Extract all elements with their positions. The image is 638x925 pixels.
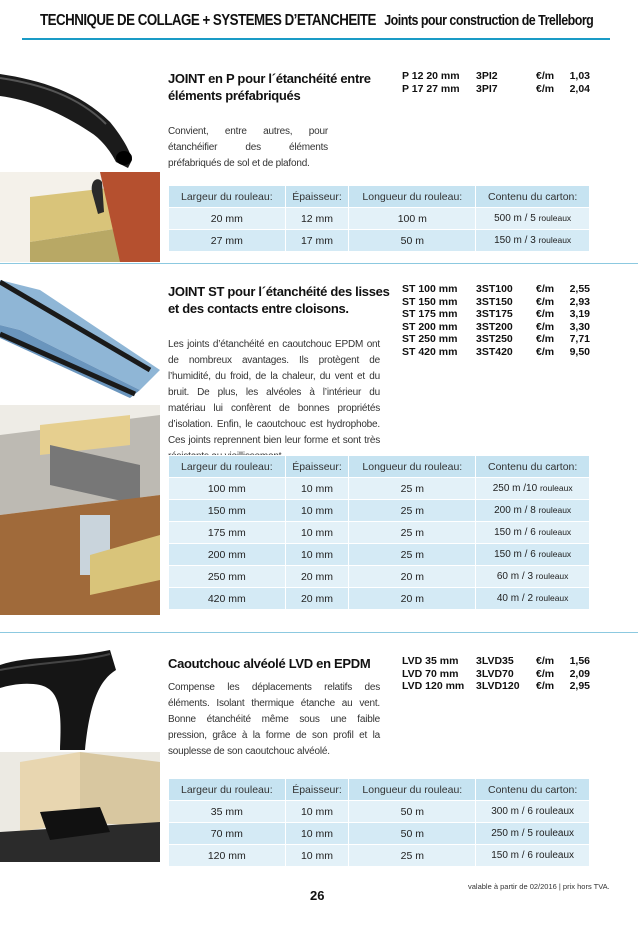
table-row: 420 mm 20 mm 20 m 40 m / 2 rouleaux [169, 588, 590, 610]
reference-row [402, 83, 602, 96]
col-thickness-header: Épaisseur: [285, 186, 349, 208]
product-title: JOINT en P pour l´étanchéité entre éléments préfabriqués [168, 71, 371, 103]
reference-row: LVD 35 mm 3LVD35 €/m 1,56 [402, 655, 590, 667]
table-row: 70 mm 10 mm 50 m 250 m / 5 rouleaux [169, 823, 590, 845]
table-row: 175 mm 10 mm 25 m 150 m / 6 rouleaux [169, 522, 590, 544]
header-subtitle: Joints pour construction de Trelleborg [384, 13, 594, 29]
table-header-row [169, 186, 590, 208]
reference-row: LVD 120 mm 3LVD120 €/m 2,95 [402, 680, 590, 692]
product-description: Convient, entre autres, pour étanchéifier des éléments préfabriqués de sol et de plafond. [168, 126, 328, 169]
reference-list [402, 283, 602, 358]
footer-note: valable à partir de 02/2016 | prix hors TVA. [468, 882, 610, 891]
reference-row: ST 175 mm 3ST175 €/m 3,19 [402, 308, 590, 320]
product-title: Caoutchouc alvéolé LVD en EPDM [168, 656, 371, 671]
col-length-header: Longueur du rouleau: [349, 186, 476, 208]
table-row: 27 mm 17 mm 50 m 150 m / 3 rouleaux [169, 230, 590, 252]
ref-name: P 17 27 mm [402, 82, 460, 95]
ref-price: €/m 1,03 [536, 70, 590, 82]
product-title: JOINT ST pour l´étanchéité des lisses et des contacts entre cloisons. [168, 284, 390, 316]
st-joint-installation-image [0, 405, 160, 615]
reference-list [402, 70, 602, 95]
col-carton-header: Contenu du carton: [476, 186, 590, 208]
p-joint-installation-image [0, 172, 160, 262]
ref-code: 3PI2 [476, 70, 498, 82]
product-description: Compense les déplacements relatifs des éléments. Isolant thermique étanche au vent. Bonne étanchéité même sous une faible pression, grâce à la forme de son profil et la souplesse de son caoutchouc alvéolé. [168, 682, 380, 757]
section-divider [0, 632, 638, 633]
header-rule [22, 38, 610, 40]
reference-row [402, 70, 602, 83]
ref-price: €/m 2,04 [536, 82, 590, 95]
table-row: 120 mm 10 mm 25 m 150 m / 6 rouleaux [169, 845, 590, 867]
table-row: 20 mm 12 mm 100 m 500 m / 5 rouleaux [169, 208, 590, 230]
reference-row: LVD 70 mm 3LVD70 €/m 2,09 [402, 667, 590, 680]
section-divider [0, 263, 638, 264]
table-row: 35 mm 10 mm 50 m 300 m / 6 rouleaux [169, 801, 590, 823]
spec-table [168, 778, 590, 867]
ref-name: P 12 20 mm [402, 70, 460, 82]
ref-code: 3PI7 [476, 82, 498, 95]
reference-list [402, 655, 602, 693]
lvd-profile-image [0, 640, 160, 750]
reference-row: ST 100 mm 3ST100 €/m 2,55 [402, 283, 590, 295]
page-number: 26 [310, 888, 325, 903]
reference-row: ST 250 mm 3ST250 €/m 7,71 [402, 333, 590, 345]
reference-row: ST 200 mm 3ST200 €/m 3,30 [402, 320, 590, 333]
header-title: TECHNIQUE DE COLLAGE + SYSTEMES D’ETANCHEITE [40, 12, 376, 29]
spec-table [168, 185, 590, 252]
page-header [40, 12, 594, 38]
table-row: 150 mm 10 mm 25 m 200 m / 8 rouleaux [169, 500, 590, 522]
table-row: 200 mm 10 mm 25 m 150 m / 6 rouleaux [169, 544, 590, 566]
lvd-installation-image [0, 752, 160, 862]
reference-row: ST 150 mm 3ST150 €/m 2,93 [402, 295, 590, 308]
p-joint-profile-image [0, 52, 160, 172]
table-header-row: Largeur du rouleau: Épaisseur: Longueur du rouleau: Contenu du carton: [169, 456, 590, 478]
table-header-row: Largeur du rouleau: Épaisseur: Longueur du rouleau: Contenu du carton: [169, 779, 590, 801]
reference-row: ST 420 mm 3ST420 €/m 9,50 [402, 345, 590, 358]
table-row: 100 mm 10 mm 25 m 250 m /10 rouleaux [169, 478, 590, 500]
col-width-header: Largeur du rouleau: [169, 186, 286, 208]
table-row: 250 mm 20 mm 20 m 60 m / 3 rouleaux [169, 566, 590, 588]
spec-table [168, 455, 590, 610]
product-description: Les joints d’étanchéité en caoutchouc EPDM ont de nombreux avantages. Ils protègent de l’humidité, du froid, de la chaleur, du vent et du bruit. De plus, les alvéoles à l’intérieur du matériau lui confèrent de bonnes propriétés d’isolation. Enfin, le caoutchouc est hydrophobe. Ces joints reprennent bien leur forme et sont très [168, 339, 380, 446]
st-joint-profile-image [0, 270, 160, 400]
